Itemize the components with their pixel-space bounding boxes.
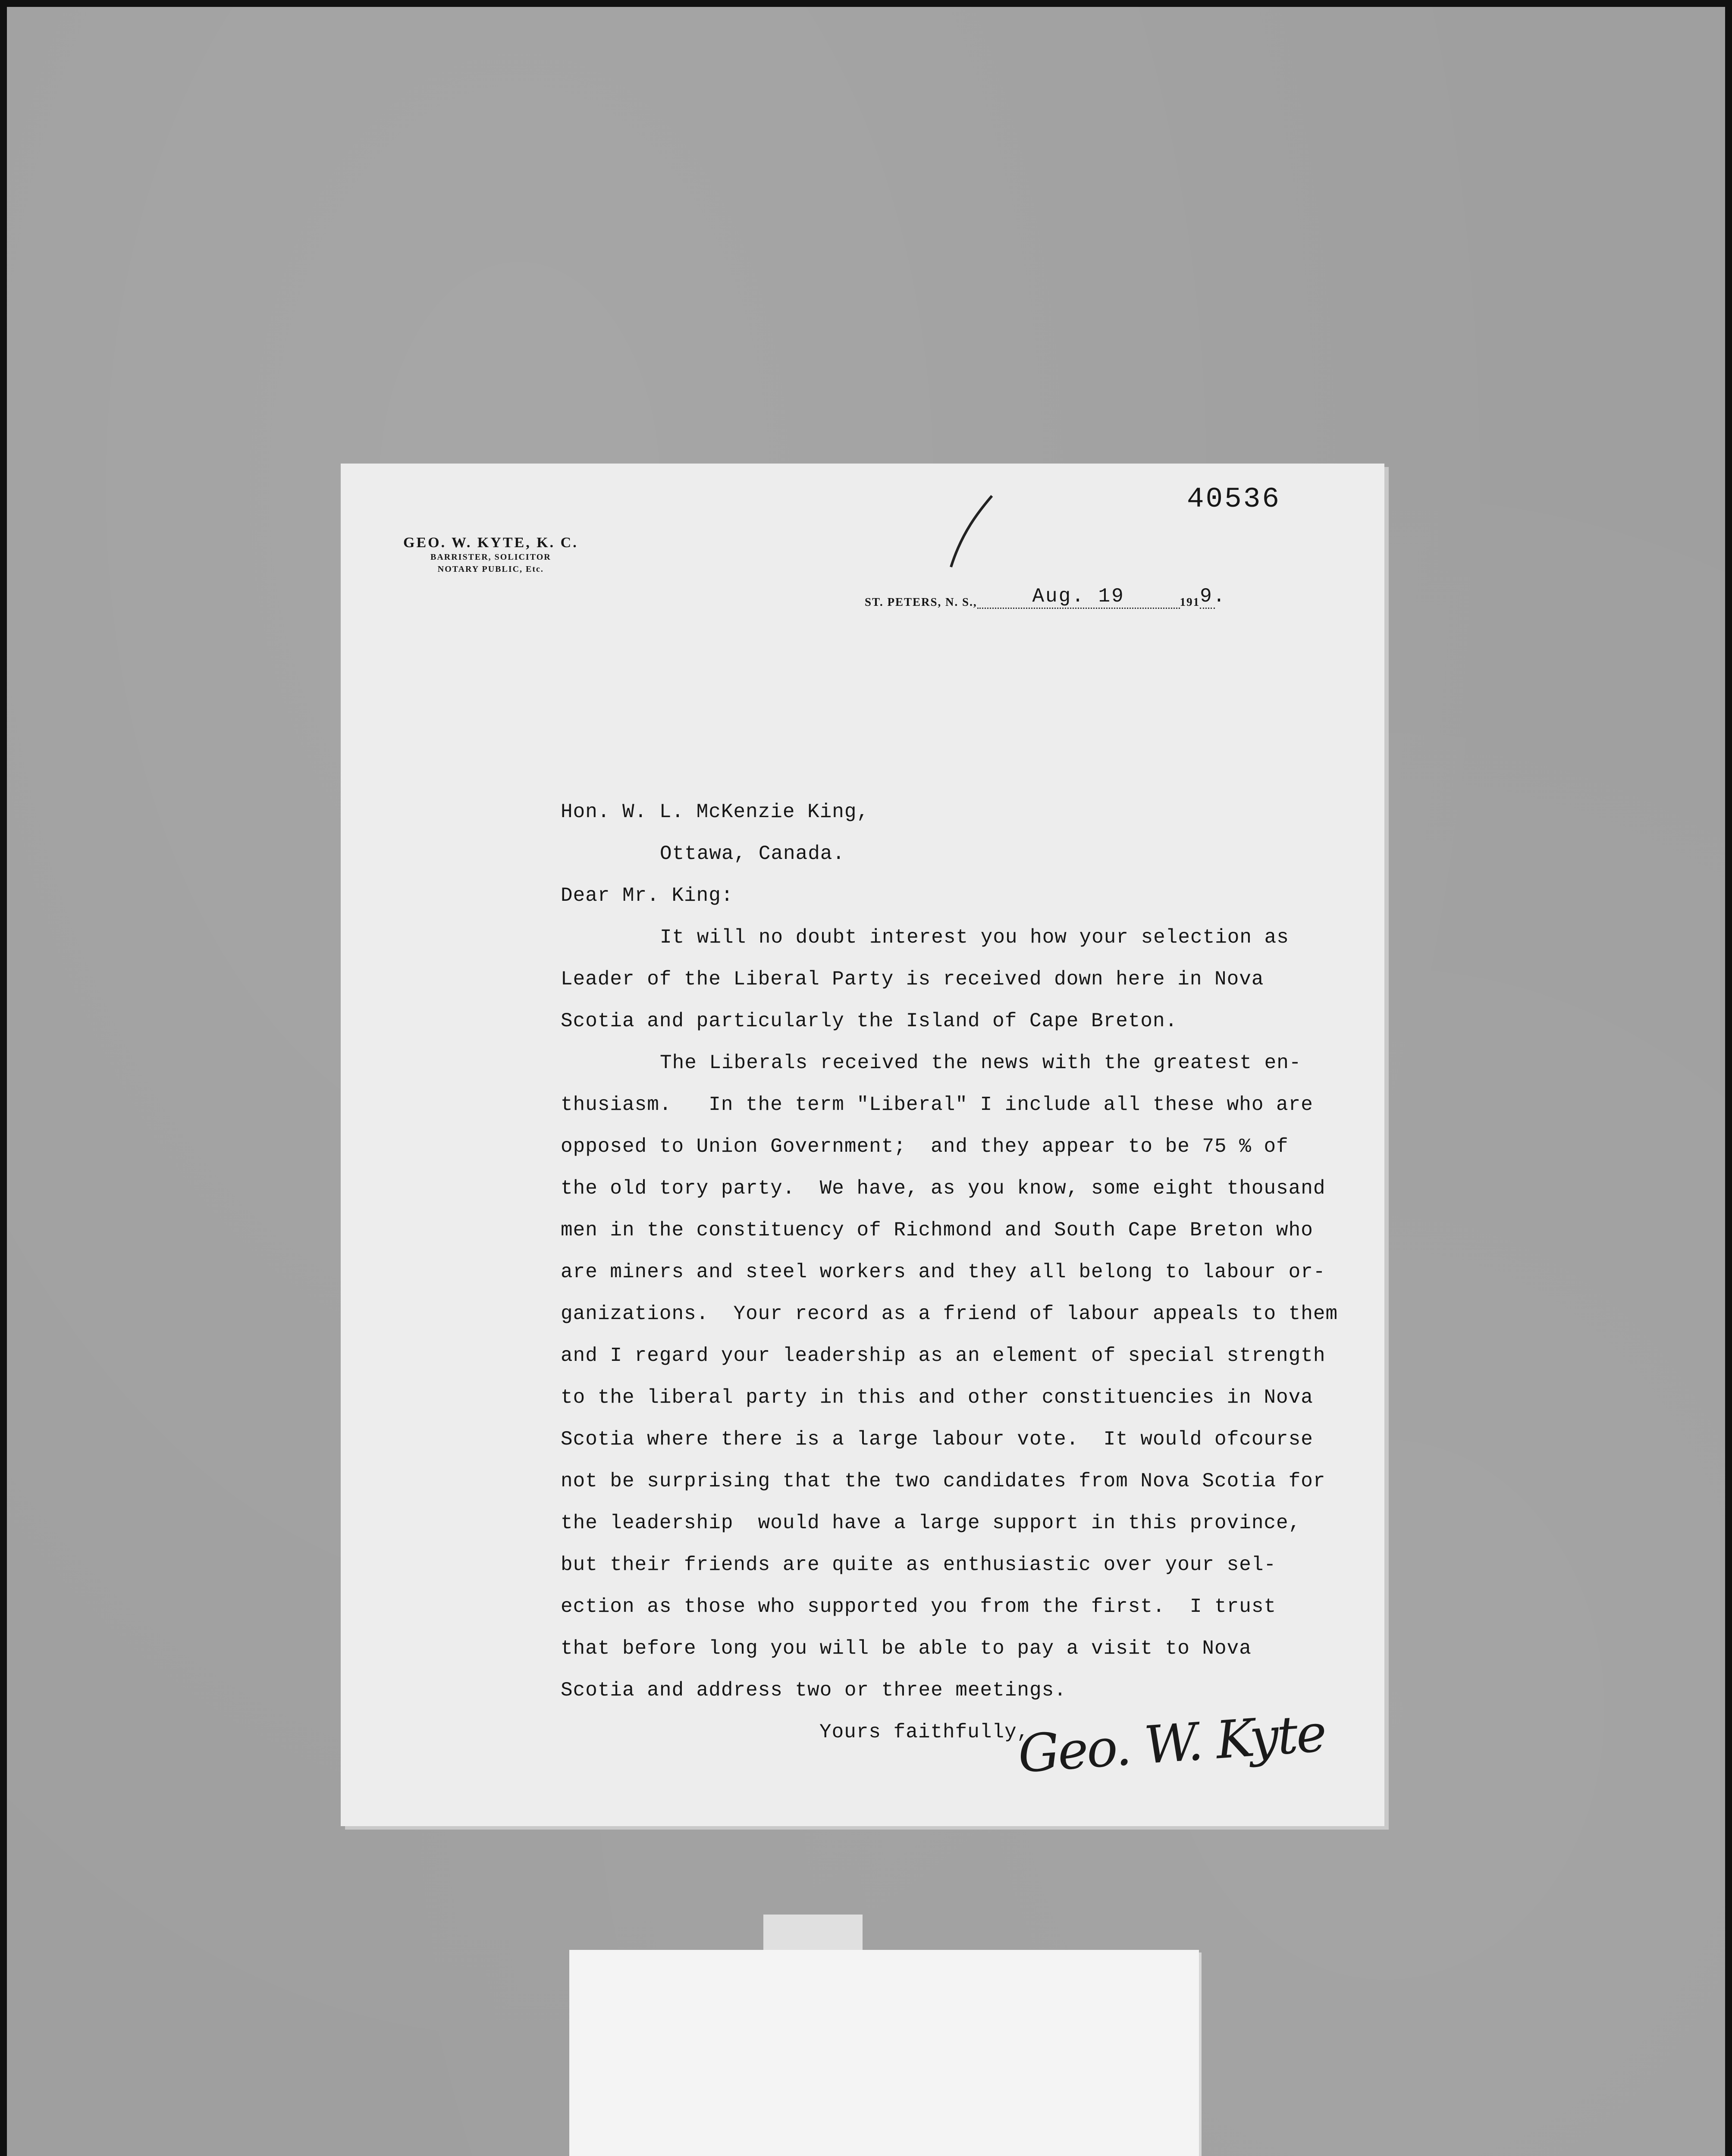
- body-line: that before long you will be able to pay a visit to Nova: [561, 1637, 1252, 1660]
- handwritten-signature: Geo. W. Kyte: [1016, 1703, 1327, 1785]
- body-line: Dear Mr. King:: [561, 884, 734, 907]
- letter-page: [341, 464, 1384, 1826]
- label-card: [569, 1950, 1199, 2156]
- body-line: the old tory party. We have, as you know, some eight thousand: [561, 1177, 1326, 1200]
- document-number: 40536: [1186, 483, 1281, 515]
- body-line: are miners and steel workers and they all belong to labour or-: [561, 1261, 1326, 1283]
- letter-body: [561, 791, 1346, 1753]
- body-line: not be surprising that the two candidates from Nova Scotia for: [561, 1470, 1326, 1492]
- body-line: Ottawa, Canada.: [660, 843, 845, 865]
- body-line: the leadership would have a large support in this province,: [561, 1512, 1301, 1534]
- date-year-prefix: 191: [1180, 595, 1200, 608]
- body-line: but their friends are quite as enthusiastic over your sel-: [561, 1554, 1277, 1576]
- body-line: men in the constituency of Richmond and South Cape Breton who: [561, 1219, 1313, 1241]
- letterhead-line-2: NOTARY PUBLIC, Etc.: [437, 564, 544, 574]
- body-line: Scotia and particularly the Island of Cape Breton.: [561, 1010, 1178, 1032]
- body-line: and I regard your leadership as an element of special strength: [561, 1344, 1326, 1367]
- date-month-day: Aug. 19: [977, 585, 1180, 609]
- closing-line: Yours faithfully,: [819, 1721, 1029, 1743]
- body-line: ganizations. Your record as a friend of labour appeals to them: [561, 1303, 1338, 1325]
- body-line: Scotia where there is a large labour vote. It would ofcourse: [561, 1428, 1313, 1451]
- date-year-suffix: 9.: [1200, 585, 1215, 609]
- body-line: The Liberals received the news with the greatest en-: [660, 1052, 1302, 1074]
- date-place: ST. PETERS, N. S.,: [865, 595, 977, 608]
- date-line: [865, 585, 1227, 609]
- body-line: to the liberal party in this and other constituencies in Nova: [561, 1386, 1313, 1409]
- letterhead-name: GEO. W. KYTE, K. C.: [403, 535, 578, 551]
- body-line: Scotia and address two or three meetings.: [561, 1679, 1067, 1702]
- letterhead: [403, 535, 578, 575]
- pen-stroke-mark: [944, 494, 996, 571]
- body-line: Hon. W. L. McKenzie King,: [561, 801, 869, 823]
- letterhead-line-1: BARRISTER, SOLICITOR: [430, 552, 551, 562]
- body-line: thusiasm. In the term "Liberal" I include all these who are: [561, 1094, 1313, 1116]
- body-line: opposed to Union Government; and they appear to be 75 % of: [561, 1135, 1289, 1158]
- body-line: Leader of the Liberal Party is received down here in Nova: [561, 968, 1264, 990]
- body-line: ection as those who supported you from the first. I trust: [561, 1595, 1277, 1618]
- body-line: It will no doubt interest you how your selection as: [660, 926, 1289, 949]
